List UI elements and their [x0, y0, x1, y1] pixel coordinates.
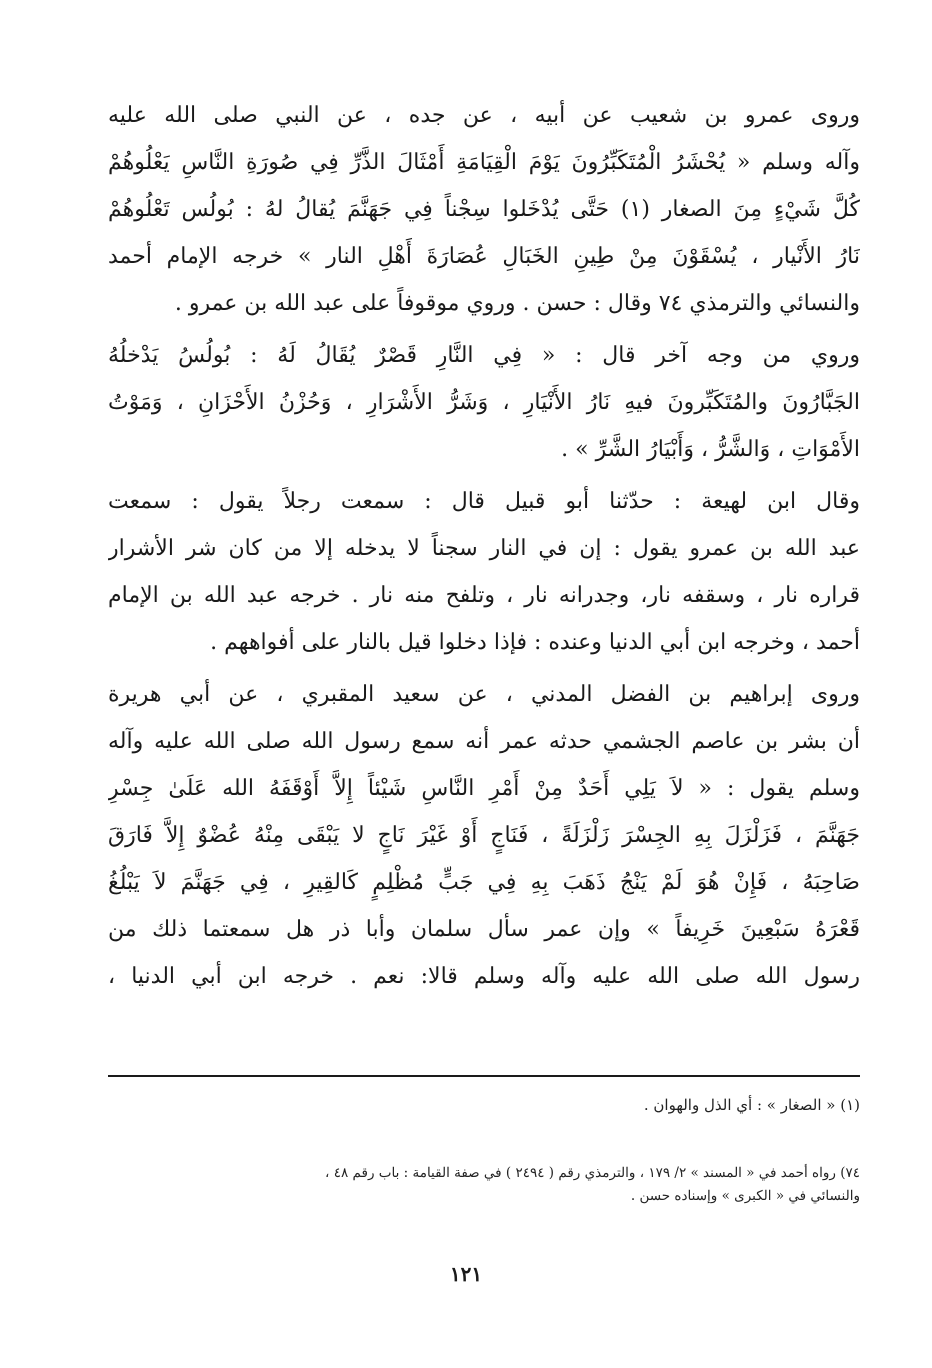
page-number: ١٢١: [449, 1262, 483, 1286]
paragraph: [108, 478, 860, 666]
text-line: جَهَنَّمَ ، فَزَلْزَلَ بِهِ الجِسْرَ زَلْزَلَةً ، فَنَاجٍ أَوْ غَيْرَ نَاجٍ لا يَبْقَى مِنْهُ عُضْوٌ إِلاَّ فَارَقَ: [108, 823, 860, 848]
footnote-74-line: والنسائي في « الكبرى » وإسناده حسن .: [630, 1188, 860, 1204]
footnote-1: (١) « الصغار » : أي الذل والهوان .: [643, 1096, 860, 1114]
text-line: عبد الله بن عمرو يقول : إن في النار سجناً لا يدخله إلا من كان شر الأشرار: [108, 536, 860, 561]
paragraph: [108, 671, 860, 1000]
text-line: والنسائي والترمذي ٧٤ وقال : حسن . وروي موقوفاً على عبد الله بن عمرو .: [174, 291, 860, 316]
footnote-74: [100, 1162, 860, 1208]
text-line: وروي من وجه آخر قال : « فِي النَّارِ قَصْرٌ يُقَالُ لَهُ : بُولُسُ يَدْخلُهُ: [108, 343, 860, 368]
text-line: رسول الله صلى الله عليه وآله وسلم قالا: نعم . خرجه ابن أبي الدنيا ،: [108, 964, 860, 989]
paragraph: [108, 92, 860, 327]
text-line: قَعْرَهُ سَبْعِينَ خَرِيفاً » وإن عمر سأل سلمان وأبا ذر هل سمعتما ذلك من: [108, 917, 860, 942]
text-line: نَارُ الأَنْيار ، يُسْقَوْنَ مِنْ طِينِ الخَبَالِ عُصَارَةَ أَهْلِ النار » خرجه الإمام أحمد: [108, 244, 860, 269]
main-text: [108, 92, 860, 1000]
text-line: وآله وسلم « يُحْشَرُ الْمُتَكَبِّرُونَ يَوْمَ الْقِيَامَةِ أَمْثَالَ الذَّرِّ فِي صُورَةِ النَّاسِ يَعْلُوهُمْ: [108, 150, 860, 175]
text-line: وقال ابن لهيعة : حدّثنا أبو قبيل قال : سمعت رجلاً يقول : سمعت: [108, 489, 860, 514]
text-line: وروى عمرو بن شعيب عن أبيه ، عن جده ، عن النبي صلى الله عليه: [108, 103, 860, 128]
text-line: كُلَّ شَيْءٍ مِنَ الصغار (١) حَتَّى يُدْخَلوا سِجْناً فِي جَهَنَّمَ يُقالُ لهُ : بُولُس تَعْلُوهُمْ: [108, 197, 860, 222]
text-line: قراره نار ، وسقفه نار، وجدرانه نار ، وتلفح منه نار . خرجه عبد الله بن الإمام: [108, 583, 860, 608]
paragraph: [108, 332, 860, 473]
text-line: الجَبَّارُونَ والمُتَكَبِّرونَ فيهِ نَارُ الأَنْيَارِ ، وَشَرُّ الأَشْرَارِ ، وَحُزْنُ الأَحْزَانِ ، وَمَوْتُ: [108, 390, 860, 415]
text-line: وسلم يقول : « لاَ يَلِي أَحَدٌ مِنْ أَمْرِ النَّاسِ شَيْئاً إِلاَّ أَوْقَفَهُ الله عَلَىٰ جِسْرِ: [108, 776, 860, 801]
footnote-divider: [108, 1075, 860, 1077]
footnote-74-line: ٧٤) رواه أحمد في « المسند » ٢/ ١٧٩ ، والترمذي رقم ( ٢٤٩٤ ) في صفة القيامة : باب رقم ٤٨ ،: [325, 1165, 860, 1181]
text-line: وروى إبراهيم بن الفضل المدني ، عن سعيد المقبري ، عن أبي هريرة: [108, 682, 860, 707]
text-line: أحمد ، وخرجه ابن أبي الدنيا وعنده : فإذا دخلوا قيل بالنار على أفواههم .: [210, 630, 860, 655]
text-line: صَاحِبَهُ ، فَإِنْ هُوَ لَمْ يَنْجُ ذَهَبَ بِهِ فِي جَبٍّ مُظْلِمٍ كَالقِيرِ ، فِي جَهَنَّمَ لاَ يَبْلُغُ: [108, 870, 860, 895]
text-line: الأَمْوَاتِ ، وَالشَّرُّ ، وَأَبْيَارُ الشَّرِّ » .: [561, 437, 860, 462]
text-line: أن بشر بن عاصم الجشمي حدثه عمر أنه سمع رسول الله صلى الله عليه وآله: [108, 729, 860, 754]
